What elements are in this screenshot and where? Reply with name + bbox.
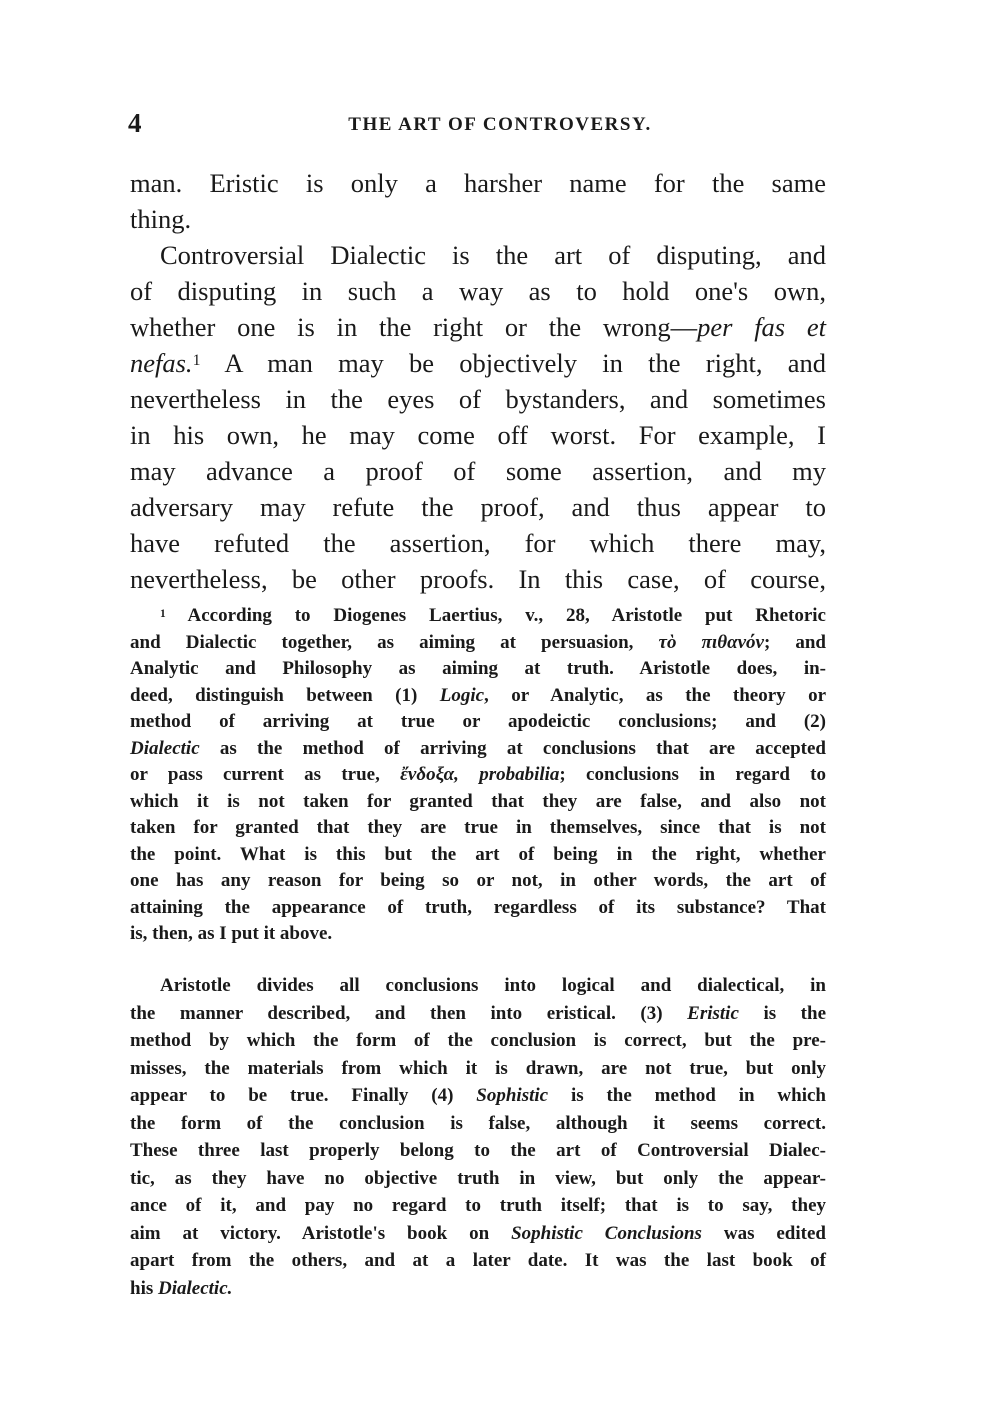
text-line xyxy=(130,381,826,417)
text: ; and xyxy=(763,631,827,653)
text-line xyxy=(130,525,826,561)
text: nevertheless, be other proofs. In this case, of course, xyxy=(130,564,826,594)
footnote-line xyxy=(130,921,826,948)
footnote-line xyxy=(130,1165,826,1193)
text: or pass current as true, xyxy=(130,764,401,785)
text-line xyxy=(130,201,826,237)
text: A man may be objectively in the right, and xyxy=(200,348,826,378)
term: Eristic xyxy=(687,1002,739,1024)
greek-phrase: ἔνδοξα, probabilia xyxy=(400,764,560,785)
footnote-line xyxy=(130,1192,826,1220)
text: thing. xyxy=(130,204,192,234)
footnote-line xyxy=(130,972,826,1000)
footnote-paragraph-1 xyxy=(130,603,826,948)
text-line xyxy=(130,309,826,345)
text-line xyxy=(130,165,826,201)
text-line xyxy=(130,453,826,489)
main-text xyxy=(130,165,826,597)
running-title: THE ART OF CONTROVERSY. xyxy=(348,114,652,135)
footnote-line xyxy=(130,868,826,895)
text: , or Analytic, as the theory or xyxy=(484,684,827,706)
footnote-line xyxy=(130,1137,826,1165)
text: Controversial Dialectic is the art of disputing, and xyxy=(160,240,826,270)
text: method by which the form of the conclusion is correct, but the pre- xyxy=(130,1030,826,1051)
footnote-marker: 1 xyxy=(192,352,201,369)
text: one has any reason for being so or not, in other words, the art of xyxy=(130,870,826,891)
footnote-line xyxy=(130,1027,826,1055)
text: tic, as they have no objective truth in view, but only the appear- xyxy=(130,1167,826,1189)
text-line xyxy=(130,489,826,525)
term: Logic xyxy=(439,684,485,706)
text: ; conclusions in regard to xyxy=(559,764,826,785)
book-title: Dialectic. xyxy=(158,1277,233,1299)
footnote-line xyxy=(130,1247,826,1275)
footnote-line xyxy=(130,736,826,763)
text: in his own, he may come off worst. For example, I xyxy=(130,420,826,450)
text: is, then, as I put it above. xyxy=(130,923,333,944)
term: Sophistic xyxy=(476,1085,549,1106)
text: aim at victory. Aristotle's book on xyxy=(130,1222,512,1244)
footnote-paragraph-2 xyxy=(130,972,826,1302)
footnote-line xyxy=(130,630,826,657)
footnote-line xyxy=(130,1000,826,1028)
text: adversary may refute the proof, and thus appear to xyxy=(130,492,826,522)
text: may advance a proof of some assertion, and my xyxy=(130,456,826,486)
text: the point. What is this but the art of being in the right, whether xyxy=(130,843,826,865)
text: is the method in which xyxy=(548,1085,826,1106)
text: man. Eristic is only a harsher name for the same xyxy=(130,168,826,198)
text-line xyxy=(130,561,826,597)
text: the manner described, and then into eristical. (3) xyxy=(130,1002,688,1024)
text: taken for granted that they are true in themselves, since that is not xyxy=(130,817,826,838)
text: method of arriving at true or apodeictic conclusions; and (2) xyxy=(130,711,826,732)
footnote-line xyxy=(130,842,826,869)
text: These three last properly belong to the art of Controversial Dialec- xyxy=(130,1140,826,1161)
text: was edited xyxy=(701,1222,826,1244)
footnote-line xyxy=(130,603,826,630)
text: which it is not taken for granted that they are false, and also not xyxy=(130,790,826,812)
text: is the xyxy=(738,1002,826,1024)
text: nevertheless in the eyes of bystanders, and sometimes xyxy=(130,384,826,414)
text: of disputing in such a way as to hold one's own, xyxy=(130,276,826,306)
latin-phrase: nefas. xyxy=(130,348,193,378)
footnote-line xyxy=(130,656,826,683)
text: deed, distinguish between (1) xyxy=(130,684,440,706)
footnote-line xyxy=(130,762,826,789)
footnote-line xyxy=(130,815,826,842)
text: his xyxy=(130,1277,158,1299)
footnote-line xyxy=(130,1082,826,1110)
text: Analytic and Philosophy as aiming at truth. Aristotle does, in- xyxy=(130,658,826,679)
greek-phrase: τὸ πιθανόν xyxy=(658,631,764,653)
text: Aristotle divides all conclusions into logical and dialectical, in xyxy=(160,975,826,996)
footnote-line xyxy=(130,1110,826,1138)
text: as the method of arriving at conclusions that are accepted xyxy=(199,737,826,759)
text: have refuted the assertion, for which there may, xyxy=(130,528,826,558)
footnote-line xyxy=(130,1220,826,1248)
text: and Dialectic together, as aiming at persuasion, xyxy=(130,631,659,653)
text: attaining the appearance of truth, regardless of its substance? That xyxy=(130,896,826,918)
page-number: 4 xyxy=(128,108,142,138)
footnote-line xyxy=(130,1055,826,1083)
text: appear to be true. Finally (4) xyxy=(130,1085,477,1106)
footnote-line xyxy=(130,683,826,710)
footnote-line xyxy=(130,1275,826,1303)
text-line xyxy=(130,273,826,309)
text: whether one is in the right or the wrong— xyxy=(130,312,698,342)
footnote-line xyxy=(130,709,826,736)
text: apart from the others, and at a later date. It was the last book of xyxy=(130,1250,826,1271)
text: the form of the conclusion is false, although it seems correct. xyxy=(130,1112,826,1134)
text: According to Diogenes Laertius, v., 28, Aristotle put Rhetoric xyxy=(165,605,826,626)
footnote-line xyxy=(130,895,826,922)
text-line xyxy=(130,345,826,381)
text: misses, the materials from which it is drawn, are not true, but only xyxy=(130,1057,826,1079)
latin-phrase: per fas et xyxy=(697,312,827,342)
footnote-number: 1 xyxy=(160,608,166,620)
book-title: Sophistic Conclusions xyxy=(511,1222,702,1244)
text-line xyxy=(130,237,826,273)
footnote-line xyxy=(130,789,826,816)
term: Dialectic xyxy=(130,737,200,759)
text-line xyxy=(130,417,826,453)
text: ance of it, and pay no regard to truth itself; that is to say, they xyxy=(130,1195,826,1216)
